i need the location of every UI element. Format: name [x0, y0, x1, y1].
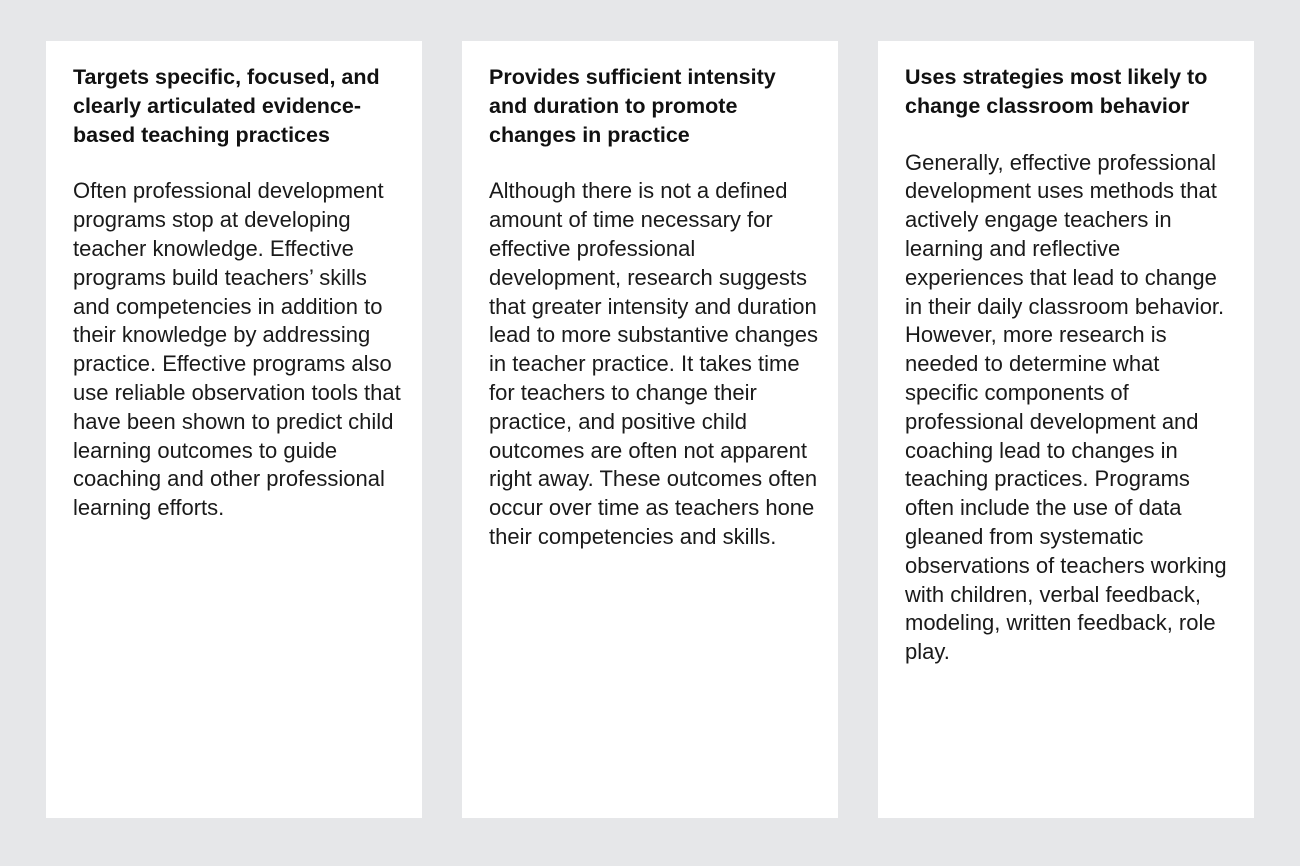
card-body: Often professional development programs stop at developing teacher knowledge. Effective programs build teachers’ skills and competencies in addition to their knowledge by addressing practice. Effective programs also use reliable observation tools that have been shown to predict child learning outcomes to guide coaching and other professional learning efforts.: [73, 178, 401, 521]
card-targets-practices: [46, 41, 422, 818]
card-intensity-duration: [462, 41, 838, 818]
card-body: Generally, effective professional development uses methods that actively engage teachers in learning and reflective experiences that lead to change in their daily classroom behavior. However, more research is needed to determine what specific components of professional development and coaching lead to changes in teaching practices. Programs often include the use of data gleaned from systematic observations of teachers working with children, verbal feedback, modeling, written feedback, role play.: [905, 149, 1227, 665]
card-title: Provides sufficient intensity and duration to promote changes in practice: [489, 65, 776, 147]
card-body: Although there is not a defined amount of time necessary for effective professional development, research suggests that greater intensity and duration lead to more substantive changes in teacher practice. It takes time for teachers to change their practice, and positive child outcomes are often not apparent right away. These outcomes often occur over time as teachers hone their competencies and skills.: [489, 178, 818, 549]
cards-row: [46, 41, 1254, 818]
card-title: Uses strategies most likely to change classroom behavior: [905, 65, 1208, 118]
card-strategies: [878, 41, 1254, 818]
card-title: Targets specific, focused, and clearly articulated evidence-based teaching practices: [73, 65, 380, 147]
